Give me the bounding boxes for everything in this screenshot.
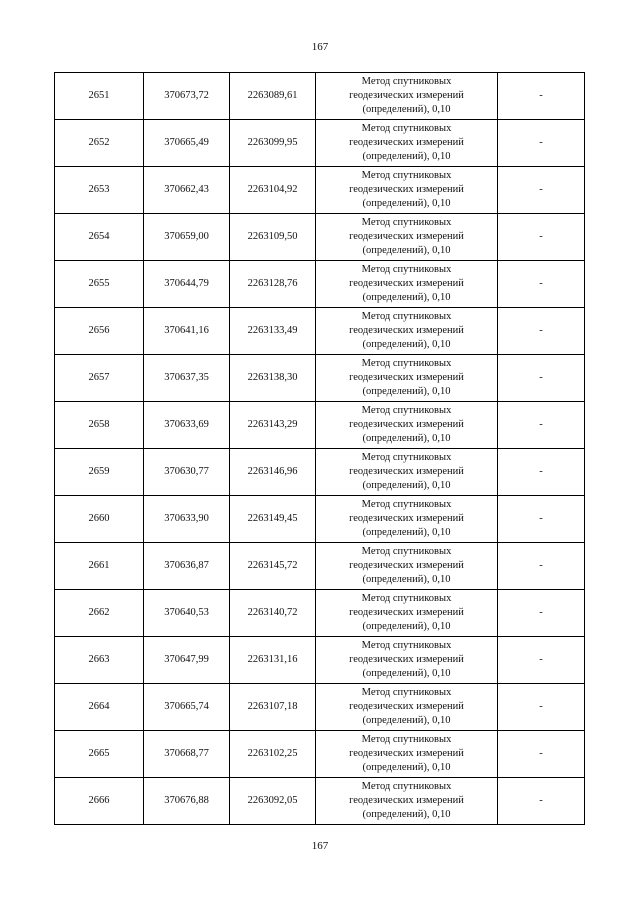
x-coordinate-cell: 370633,90: [144, 496, 230, 543]
table-row: [55, 543, 585, 590]
method-line: (определений), 0,10: [362, 104, 451, 115]
y-coordinate-cell: 2263143,29: [230, 402, 316, 449]
coordinates-table-body: [55, 73, 585, 825]
note-cell: -: [498, 402, 585, 449]
note-cell: -: [498, 261, 585, 308]
method-line: (определений), 0,10: [362, 574, 451, 585]
table-row: [55, 167, 585, 214]
table-row: [55, 402, 585, 449]
y-coordinate-cell: 2263104,92: [230, 167, 316, 214]
table-row: [55, 355, 585, 402]
y-coordinate-cell: 2263133,49: [230, 308, 316, 355]
point-number-cell: 2665: [55, 731, 144, 778]
note-cell: -: [498, 120, 585, 167]
point-number-cell: 2654: [55, 214, 144, 261]
x-coordinate-cell: 370647,99: [144, 637, 230, 684]
method-line: (определений), 0,10: [362, 715, 451, 726]
table-row: [55, 73, 585, 120]
note-cell: -: [498, 355, 585, 402]
table-row: [55, 637, 585, 684]
method-line: геодезических измерений: [349, 513, 464, 524]
method-line: геодезических измерений: [349, 325, 464, 336]
x-coordinate-cell: 370665,49: [144, 120, 230, 167]
y-coordinate-cell: 2263128,76: [230, 261, 316, 308]
point-number-cell: 2660: [55, 496, 144, 543]
point-number-cell: 2658: [55, 402, 144, 449]
method-cell: [316, 731, 498, 778]
point-number-cell: 2666: [55, 778, 144, 825]
point-number-cell: 2652: [55, 120, 144, 167]
point-number-cell: 2664: [55, 684, 144, 731]
method-line: Метод спутниковых: [361, 687, 452, 698]
point-number-cell: 2663: [55, 637, 144, 684]
x-coordinate-cell: 370662,43: [144, 167, 230, 214]
point-number-cell: 2661: [55, 543, 144, 590]
x-coordinate-cell: 370665,74: [144, 684, 230, 731]
method-line: (определений), 0,10: [362, 668, 451, 679]
method-line: (определений), 0,10: [362, 809, 451, 820]
point-number-cell: 2659: [55, 449, 144, 496]
point-number-cell: 2655: [55, 261, 144, 308]
y-coordinate-cell: 2263145,72: [230, 543, 316, 590]
method-line: геодезических измерений: [349, 90, 464, 101]
method-line: Метод спутниковых: [361, 358, 452, 369]
method-line: Метод спутниковых: [361, 452, 452, 463]
table-row: [55, 731, 585, 778]
y-coordinate-cell: 2263131,16: [230, 637, 316, 684]
table-row: [55, 778, 585, 825]
method-line: геодезических измерений: [349, 560, 464, 571]
note-cell: -: [498, 684, 585, 731]
method-line: Метод спутниковых: [361, 76, 452, 87]
method-line: геодезических измерений: [349, 795, 464, 806]
method-cell: [316, 308, 498, 355]
x-coordinate-cell: 370633,69: [144, 402, 230, 449]
y-coordinate-cell: 2263092,05: [230, 778, 316, 825]
method-cell: [316, 543, 498, 590]
method-cell: [316, 449, 498, 496]
method-cell: [316, 590, 498, 637]
y-coordinate-cell: 2263149,45: [230, 496, 316, 543]
x-coordinate-cell: 370668,77: [144, 731, 230, 778]
x-coordinate-cell: 370676,88: [144, 778, 230, 825]
method-line: (определений), 0,10: [362, 433, 451, 444]
table-row: [55, 214, 585, 261]
method-line: геодезических измерений: [349, 466, 464, 477]
method-line: Метод спутниковых: [361, 781, 452, 792]
y-coordinate-cell: 2263089,61: [230, 73, 316, 120]
method-cell: [316, 120, 498, 167]
method-line: (определений), 0,10: [362, 762, 451, 773]
method-line: (определений), 0,10: [362, 621, 451, 632]
method-line: Метод спутниковых: [361, 217, 452, 228]
page-number-top: 167: [311, 41, 329, 53]
method-line: Метод спутниковых: [361, 311, 452, 322]
method-line: геодезических измерений: [349, 701, 464, 712]
x-coordinate-cell: 370644,79: [144, 261, 230, 308]
method-line: (определений), 0,10: [362, 245, 451, 256]
x-coordinate-cell: 370641,16: [144, 308, 230, 355]
y-coordinate-cell: 2263099,95: [230, 120, 316, 167]
y-coordinate-cell: 2263107,18: [230, 684, 316, 731]
note-cell: -: [498, 731, 585, 778]
method-line: Метод спутниковых: [361, 593, 452, 604]
point-number-cell: 2651: [55, 73, 144, 120]
note-cell: -: [498, 73, 585, 120]
method-line: (определений), 0,10: [362, 386, 451, 397]
method-line: Метод спутниковых: [361, 546, 452, 557]
point-number-cell: 2657: [55, 355, 144, 402]
note-cell: -: [498, 496, 585, 543]
method-line: геодезических измерений: [349, 278, 464, 289]
method-line: (определений), 0,10: [362, 339, 451, 350]
note-cell: -: [498, 543, 585, 590]
method-line: (определений), 0,10: [362, 480, 451, 491]
note-cell: -: [498, 167, 585, 214]
y-coordinate-cell: 2263138,30: [230, 355, 316, 402]
method-cell: [316, 637, 498, 684]
table-row: [55, 449, 585, 496]
table-row: [55, 590, 585, 637]
method-line: Метод спутниковых: [361, 264, 452, 275]
y-coordinate-cell: 2263109,50: [230, 214, 316, 261]
method-line: Метод спутниковых: [361, 170, 452, 181]
method-cell: [316, 261, 498, 308]
method-line: геодезических измерений: [349, 654, 464, 665]
note-cell: -: [498, 590, 585, 637]
method-line: геодезических измерений: [349, 184, 464, 195]
table-row: [55, 496, 585, 543]
method-cell: [316, 684, 498, 731]
method-cell: [316, 778, 498, 825]
note-cell: -: [498, 637, 585, 684]
method-cell: [316, 355, 498, 402]
table-row: [55, 261, 585, 308]
table-row: [55, 120, 585, 167]
x-coordinate-cell: 370630,77: [144, 449, 230, 496]
y-coordinate-cell: 2263102,25: [230, 731, 316, 778]
method-line: (определений), 0,10: [362, 527, 451, 538]
method-line: Метод спутниковых: [361, 123, 452, 134]
method-line: Метод спутниковых: [361, 405, 452, 416]
method-line: (определений), 0,10: [362, 292, 451, 303]
method-cell: [316, 402, 498, 449]
method-cell: [316, 496, 498, 543]
point-number-cell: 2656: [55, 308, 144, 355]
note-cell: -: [498, 449, 585, 496]
x-coordinate-cell: 370659,00: [144, 214, 230, 261]
table-row: [55, 684, 585, 731]
method-line: геодезических измерений: [349, 137, 464, 148]
method-line: (определений), 0,10: [362, 151, 451, 162]
y-coordinate-cell: 2263140,72: [230, 590, 316, 637]
method-line: Метод спутниковых: [361, 734, 452, 745]
page-number-bottom: 167: [311, 840, 329, 852]
y-coordinate-cell: 2263146,96: [230, 449, 316, 496]
method-line: геодезических измерений: [349, 372, 464, 383]
method-line: геодезических измерений: [349, 231, 464, 242]
method-line: Метод спутниковых: [361, 640, 452, 651]
x-coordinate-cell: 370640,53: [144, 590, 230, 637]
x-coordinate-cell: 370637,35: [144, 355, 230, 402]
point-number-cell: 2653: [55, 167, 144, 214]
method-line: Метод спутниковых: [361, 499, 452, 510]
method-cell: [316, 214, 498, 261]
x-coordinate-cell: 370636,87: [144, 543, 230, 590]
method-line: геодезических измерений: [349, 748, 464, 759]
note-cell: -: [498, 778, 585, 825]
point-number-cell: 2662: [55, 590, 144, 637]
coordinates-table: [54, 72, 585, 825]
x-coordinate-cell: 370673,72: [144, 73, 230, 120]
method-line: геодезических измерений: [349, 607, 464, 618]
note-cell: -: [498, 308, 585, 355]
method-cell: [316, 73, 498, 120]
table-row: [55, 308, 585, 355]
method-cell: [316, 167, 498, 214]
method-line: (определений), 0,10: [362, 198, 451, 209]
note-cell: -: [498, 214, 585, 261]
method-line: геодезических измерений: [349, 419, 464, 430]
